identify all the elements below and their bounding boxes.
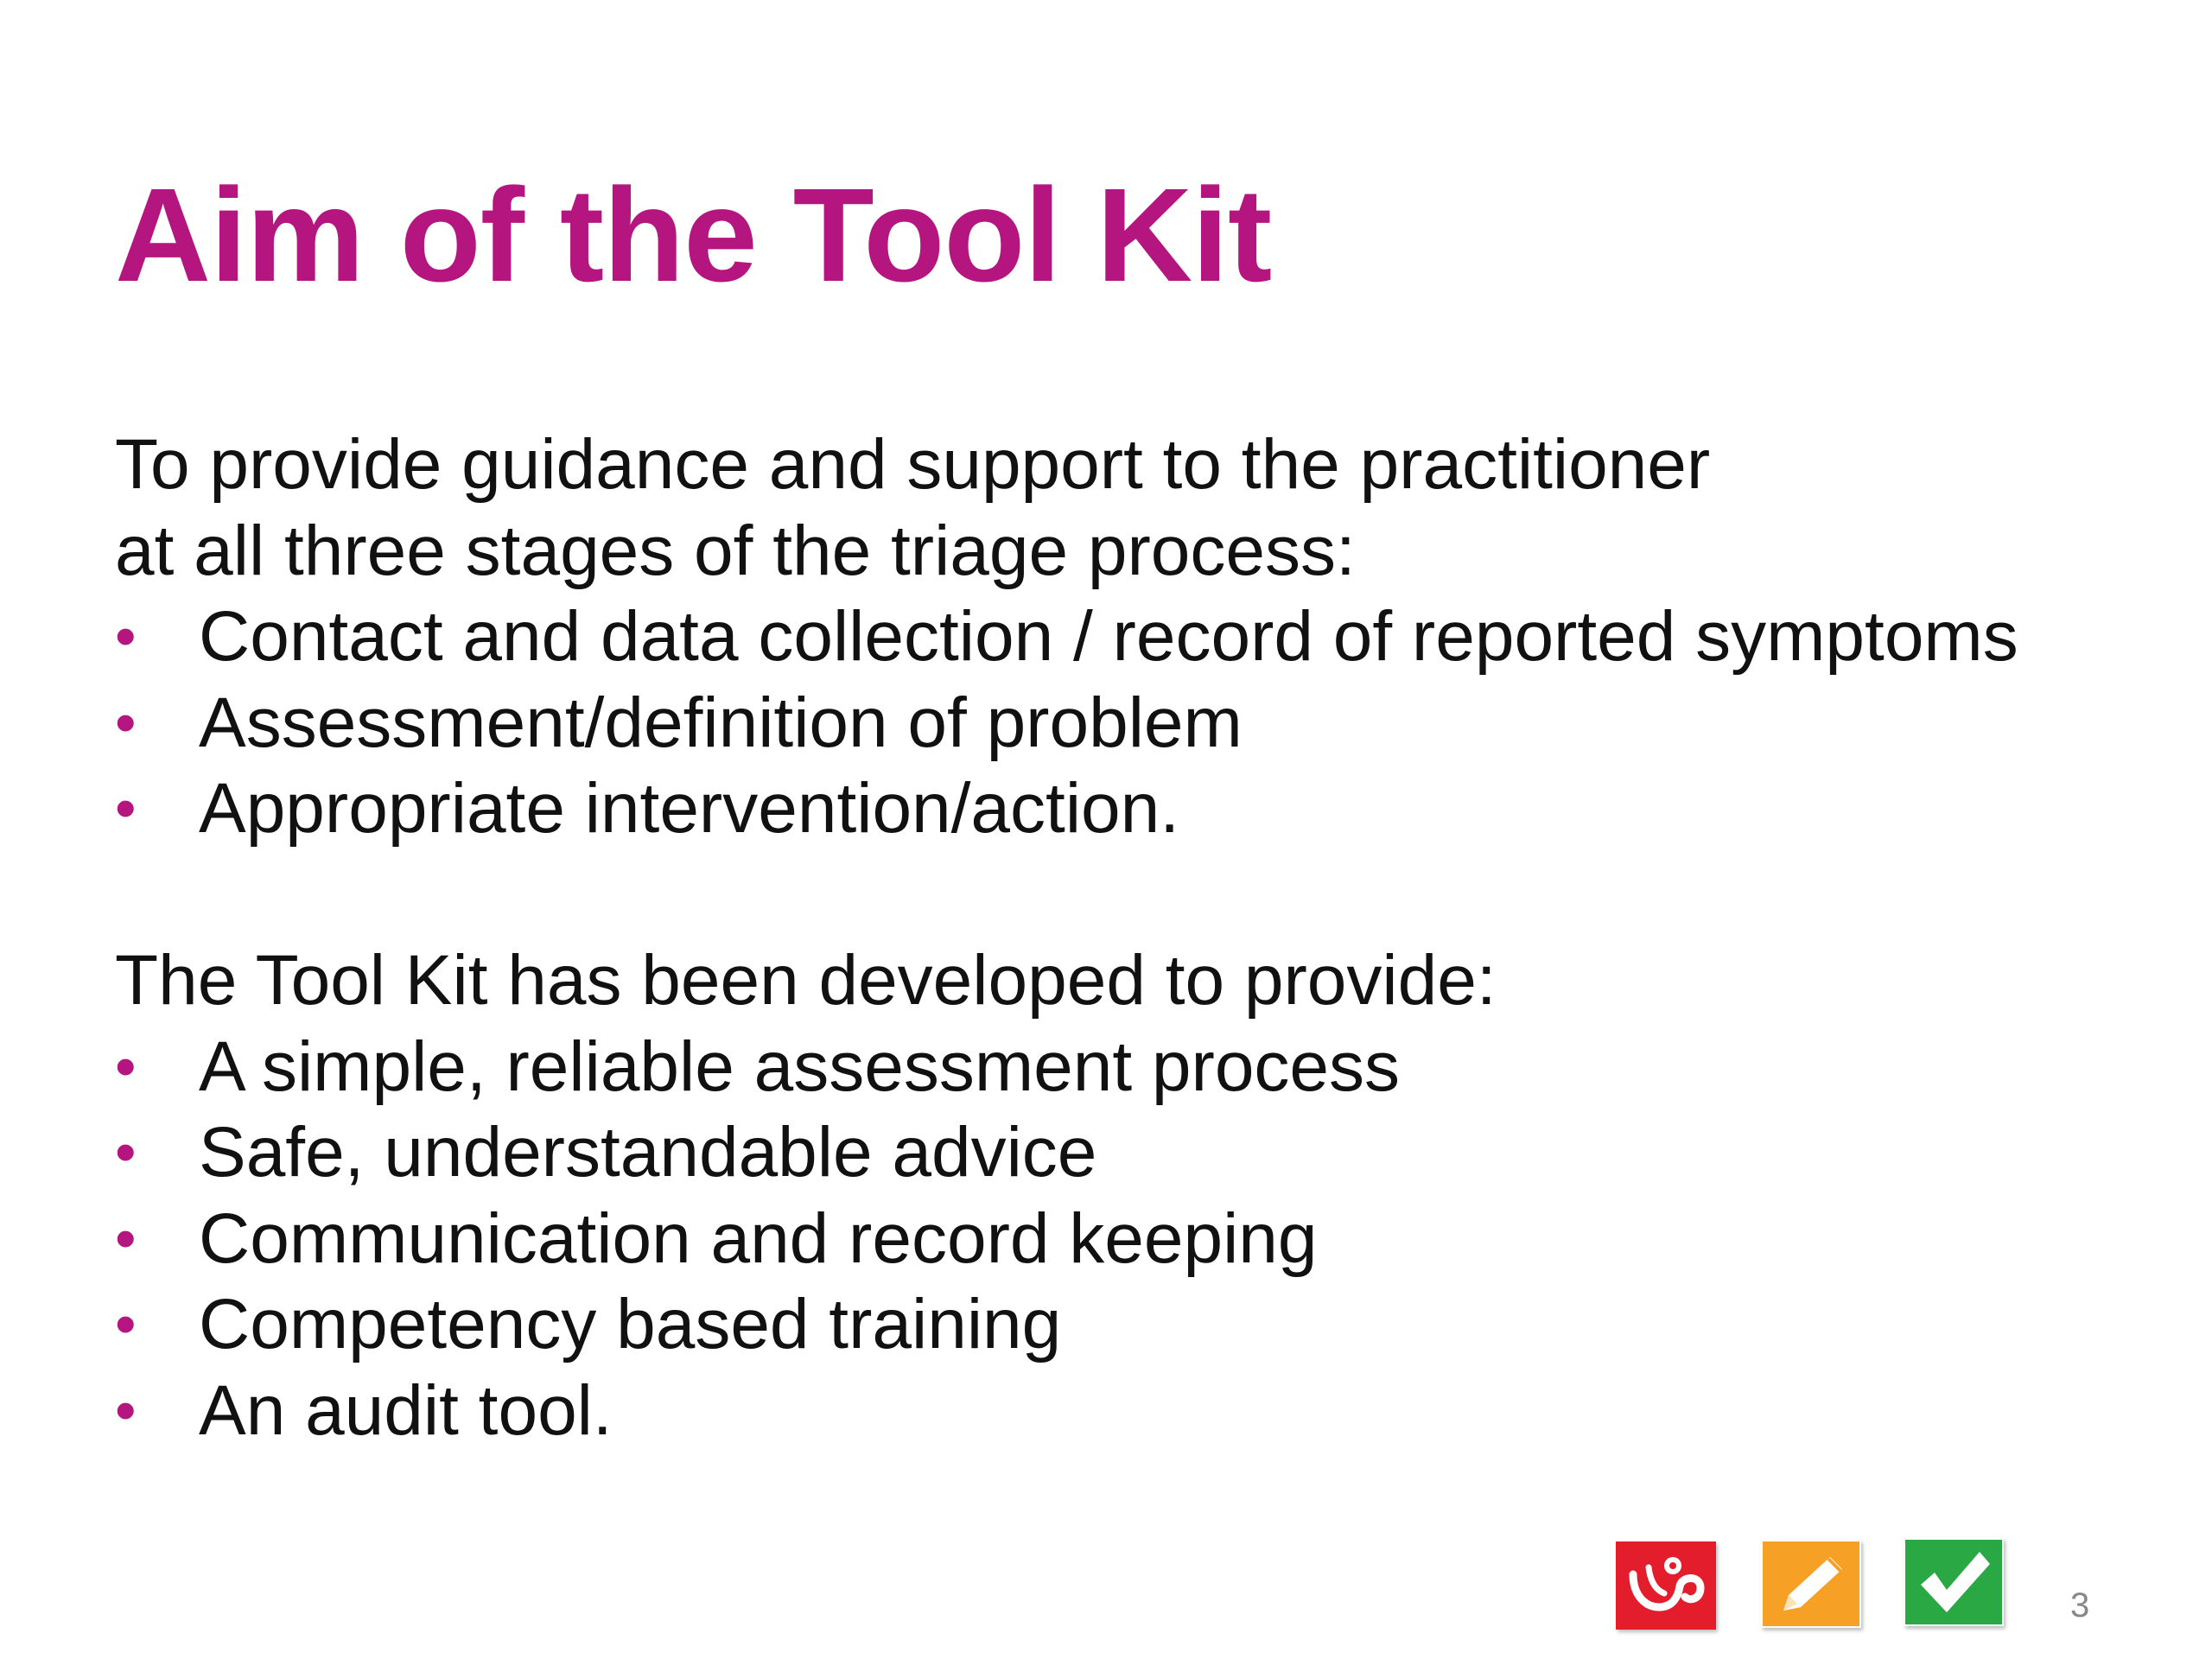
bullet-icon: • [115, 602, 137, 670]
list-item-text: Contact and data collection / record of reported symptoms [199, 597, 2018, 676]
slide-title: Aim of the Tool Kit [115, 161, 1272, 309]
list-item [115, 1196, 2102, 1282]
list-item [115, 1281, 2102, 1368]
toolkit-intro: The Tool Kit has been developed to provide: [115, 941, 1497, 1020]
list-item-text: Assessment/definition of problem [199, 683, 1243, 762]
stages-list [115, 594, 2102, 852]
list-item-text: Communication and record keeping [199, 1198, 1318, 1278]
checkmark-icon [1904, 1538, 2004, 1626]
list-item-text: Safe, understandable advice [199, 1113, 1097, 1192]
bullet-icon: • [115, 688, 137, 756]
paragraph-spacer [115, 852, 2102, 938]
list-item-text: Competency based training [199, 1285, 1062, 1363]
bullet-icon: • [115, 1118, 137, 1185]
bullet-icon: • [115, 1032, 137, 1100]
intro-line-2: at all three stages of the triage process: [115, 511, 1356, 590]
slide-body [115, 422, 2102, 1453]
list-item [115, 594, 2102, 680]
list-item [115, 1024, 2102, 1110]
stethoscope-icon [1616, 1541, 1716, 1630]
bullet-icon: • [115, 774, 137, 842]
provides-list [115, 1024, 2102, 1454]
list-item [115, 1368, 2102, 1454]
list-item [115, 680, 2102, 766]
list-item [115, 1109, 2102, 1196]
list-item-text: A simple, reliable assessment process [199, 1027, 1401, 1106]
bullet-icon: • [115, 1376, 137, 1444]
page-number: 3 [2070, 1586, 2090, 1624]
intro-line-1: To provide guidance and support to the practitioner [115, 425, 1711, 504]
footer-icons [1616, 1540, 2005, 1631]
list-item [115, 766, 2102, 852]
pen-icon [1761, 1540, 1861, 1628]
bullet-icon: • [115, 1290, 137, 1357]
list-item-text: Appropriate intervention/action. [199, 769, 1180, 848]
bullet-icon: • [115, 1204, 137, 1272]
list-item-text: An audit tool. [199, 1370, 613, 1450]
